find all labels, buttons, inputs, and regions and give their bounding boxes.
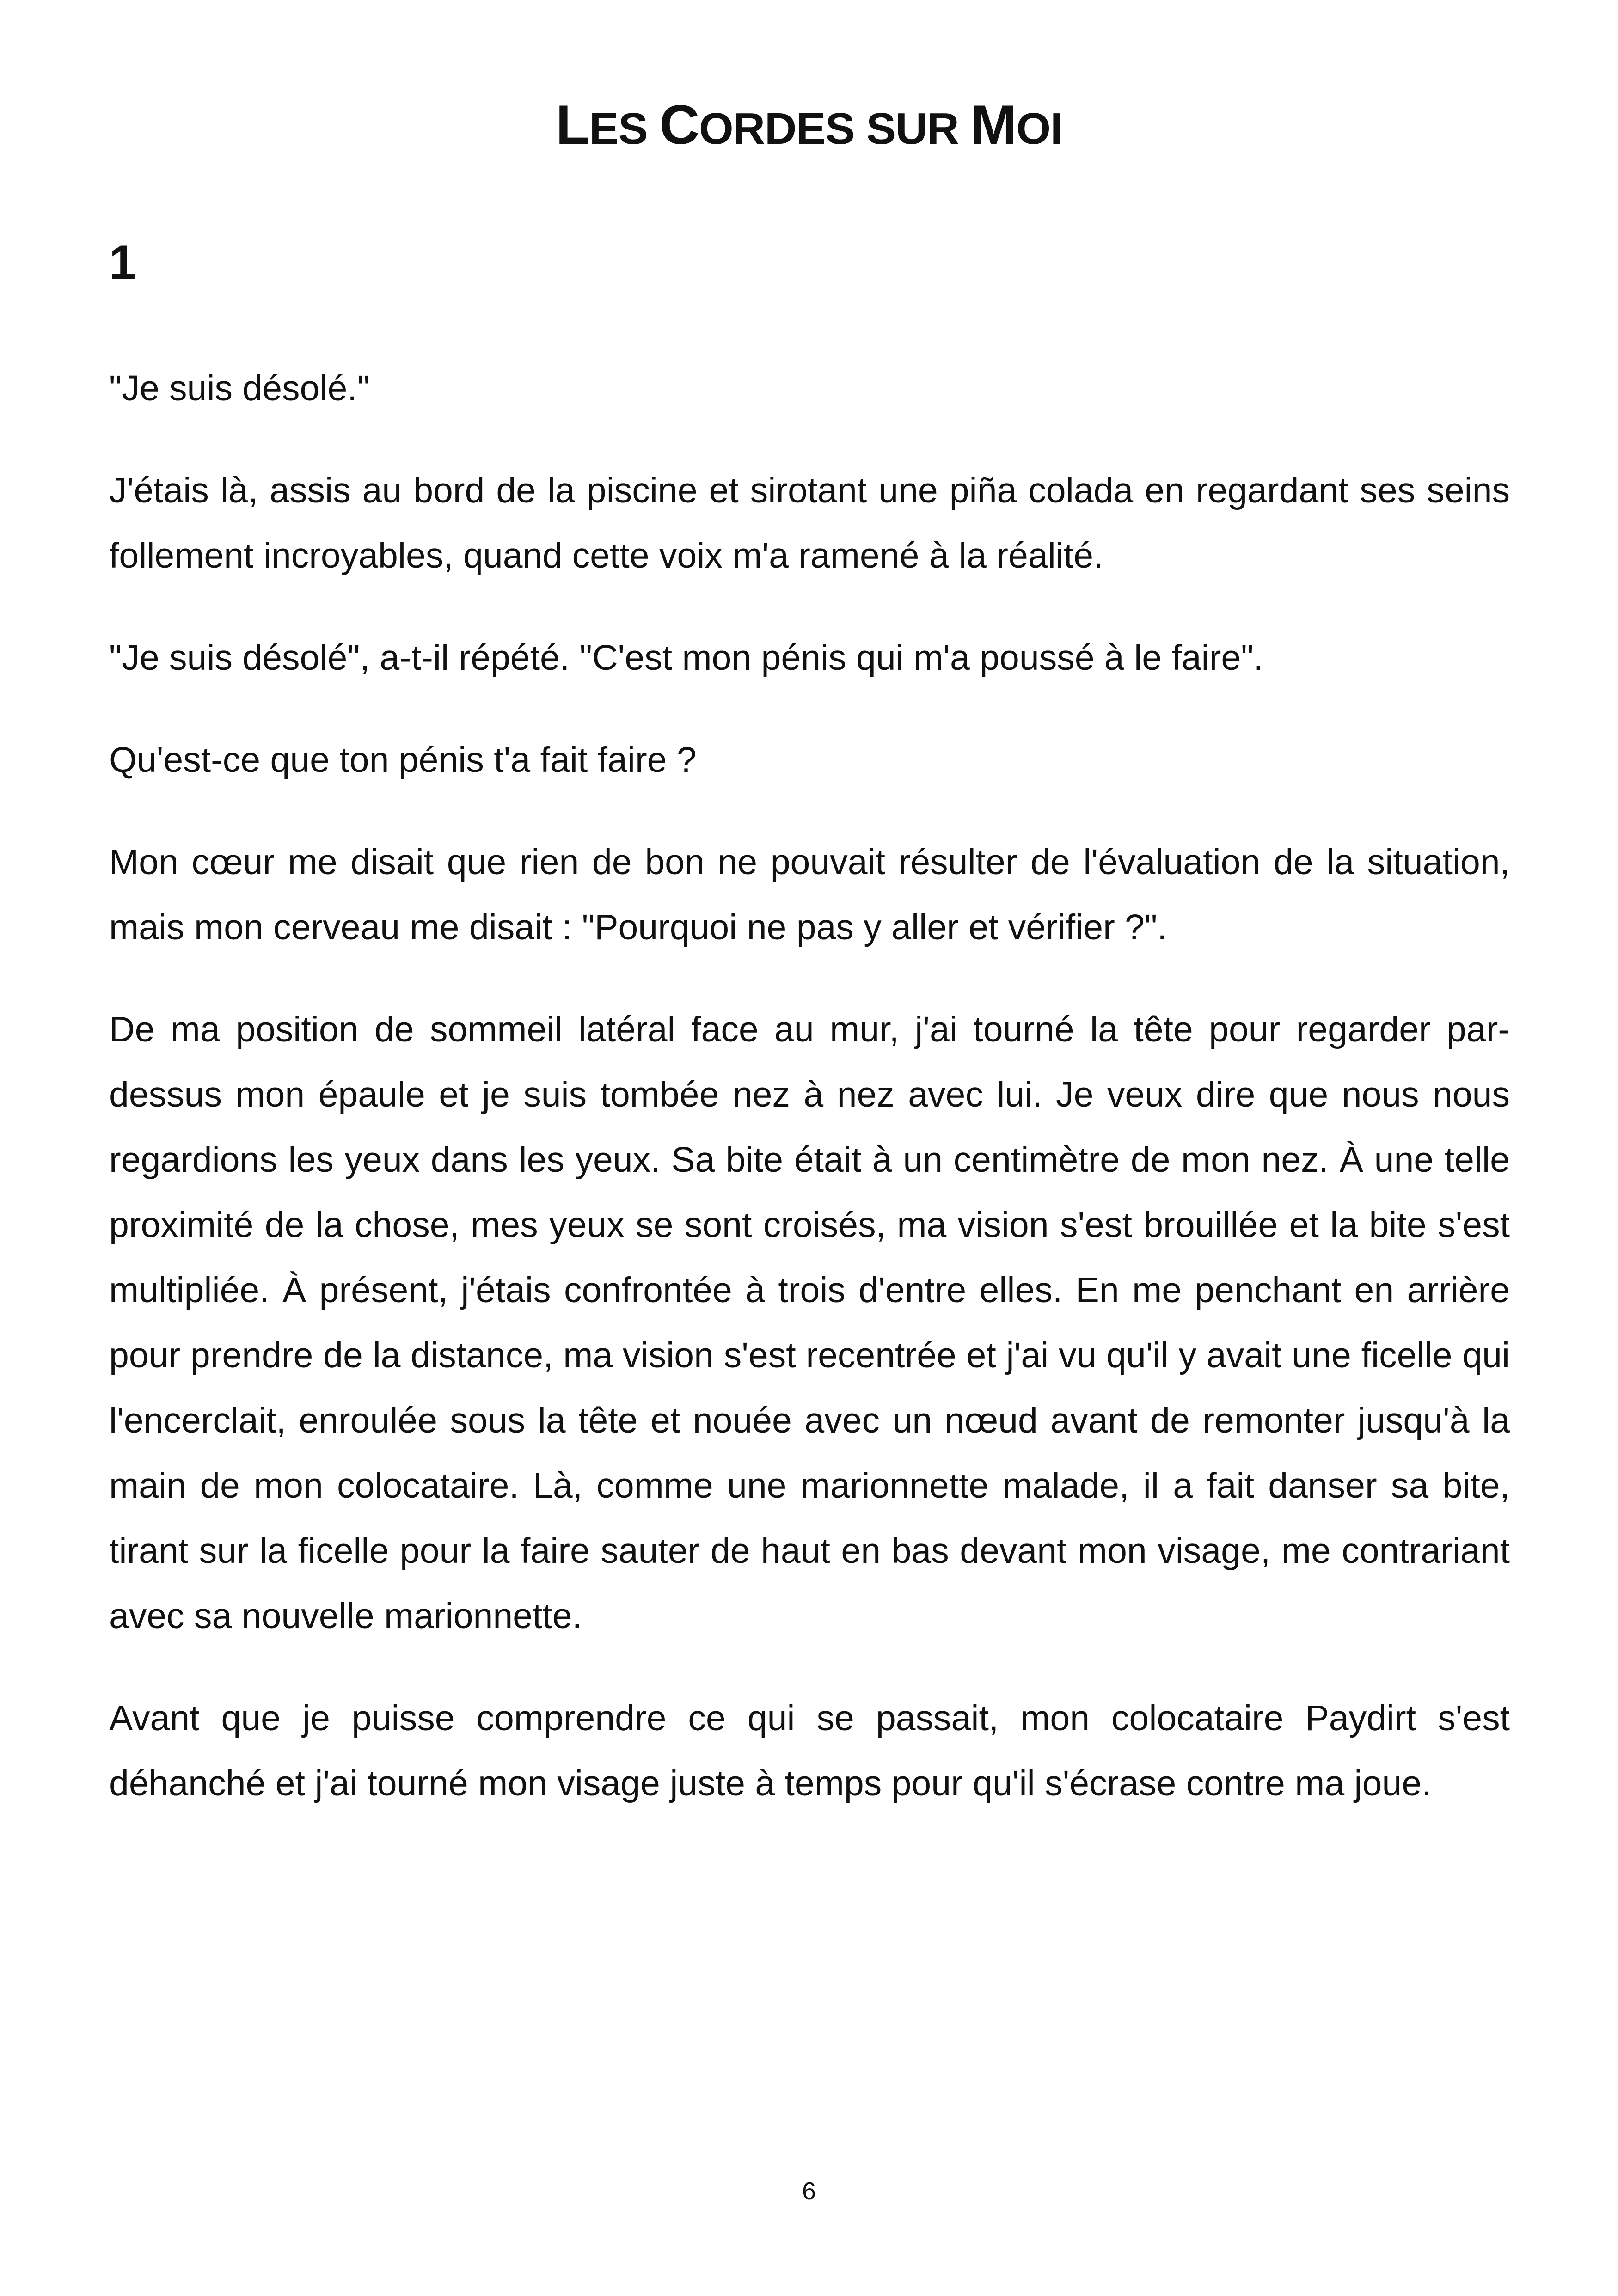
chapter-number: 1 [109, 236, 136, 289]
title-smallcaps: ORDES SUR [699, 104, 971, 153]
paragraph: De ma position de sommeil latéral face au mur, j'ai tourné la tête pour regarder par-dessus mon épaule et je suis tombée nez à nez avec lui. Je veux dire que nous nous regardions les yeux dans les yeux. Sa bite était à un centimètre de mon nez. À une telle proximité de la chose, mes yeux se sont croisés, ma vision s'est brouillée et la bite s'est multipliée. À présent, j'étais confrontée à trois d'entre elles. En me penchant en arrière pour prendre de la distance, ma vision s'est recentrée et j'ai vu qu'il y avait une ficelle qui l'encerclait, enroulée sous la tête et nouée avec un nœud avant de remonter jusqu'à la main de mon colocataire. Là, comme une marionnette malade, il a fait danser sa bite, tirant sur la ficelle pour la faire sauter de haut en bas devant mon visage, me contrariant avec sa nouvelle marionnette. [109, 1010, 1510, 1636]
paragraph: J'étais là, assis au bord de la piscine et sirotant une piña colada en regardant ses seins follement incroyables, quand cette voix m'a ramené à la réalité. [109, 471, 1510, 576]
paragraph: "Je suis désolé", a-t-il répété. "C'est mon pénis qui m'a poussé à le faire". [109, 638, 1263, 678]
book-title [0, 92, 1618, 161]
paragraph: Mon cœur me disait que rien de bon ne pouvait résulter de l'évaluation de la situation, mais mon cerveau me disait : "Pourquoi ne pas y aller et vérifier ?". [109, 842, 1510, 947]
paragraph: "Je suis désolé." [109, 368, 370, 408]
title-letter: M [970, 94, 1017, 156]
paragraph: Avant que je puisse comprendre ce qui se passait, mon colocataire Paydirt s'est déhanché et j'ai tourné mon visage juste à temps pour qu'il s'écrase contre ma joue. [109, 1698, 1510, 1803]
title-letter: C [659, 94, 699, 156]
paragraph: Qu'est-ce que ton pénis t'a fait faire ? [109, 740, 697, 780]
body-text [109, 356, 1510, 1853]
title-smallcaps: ES [589, 104, 660, 153]
title-smallcaps: OI [1016, 104, 1062, 153]
title-letter: L [556, 94, 589, 156]
page-number: 6 [802, 2177, 816, 2205]
